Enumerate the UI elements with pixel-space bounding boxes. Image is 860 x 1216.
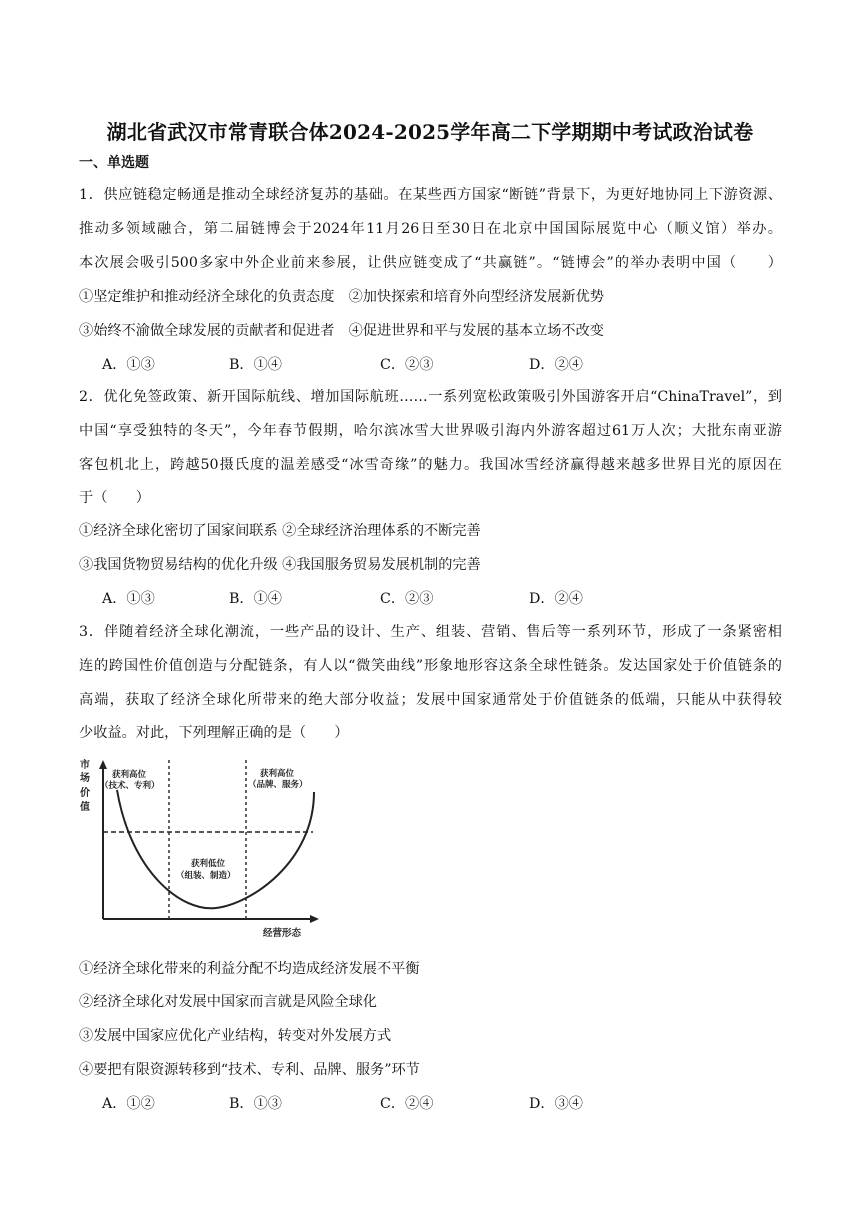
q2-stem-line: 于（ ）: [79, 490, 150, 506]
low-sublabel: （组装、制造）: [176, 871, 236, 881]
q1-option-b[interactable]: B．①④: [229, 357, 282, 373]
left-high-sublabel: （技术、专利）: [100, 781, 160, 791]
q1-statement: ③始终不渝做全球发展的贡献者和促进者 ④促进世界和平与发展的基本立场不改变: [79, 323, 604, 339]
q3-option-b[interactable]: B．①③: [229, 1096, 282, 1112]
q2-statement: ①经济全球化密切了国家间联系 ②全球经济治理体系的不断完善: [79, 523, 481, 539]
smile-curve-diagram: [76, 752, 326, 942]
q2-option-c[interactable]: C．②③: [380, 591, 434, 607]
q3-option-d[interactable]: D．③④: [529, 1096, 583, 1112]
y-axis-label-char: 场: [80, 773, 90, 784]
smile-curve-figure: [76, 752, 326, 942]
q3-statement: ①经济全球化带来的利益分配不均造成经济发展不平衡: [79, 961, 420, 977]
q2-stem-line: 中国“享受独特的冬天”，今年春节假期，哈尔滨冰雪大世界吸引海内外游客超过61万人次；大批东南亚游: [79, 423, 783, 439]
q1-option-c[interactable]: C．②③: [380, 357, 434, 373]
q2-stem-line: 客包机北上，跨越50摄氏度的温差感受“冰雪奇缘”的魅力。我国冰雪经济赢得越来越多世界目光的原因在: [79, 457, 782, 473]
q3-stem-line: 高端，获取了经济全球化所带来的绝大部分收益；发展中国家通常处于价值链条的低端，只能从中获得较: [79, 692, 782, 708]
smile-curve: [117, 790, 314, 908]
q3-statement: ④要把有限资源转移到“技术、专利、品牌、服务”环节: [79, 1062, 420, 1078]
q2-option-d[interactable]: D．②④: [529, 591, 583, 607]
q3-stem-line: 3．伴随着经济全球化潮流，一些产品的设计、生产、组装、营销、售后等一系列环节，形成了一条紧密相: [79, 624, 782, 640]
q2-stem-line: 2．优化免签政策、新开国际航线、增加国际航班……一系列宽松政策吸引外国游客开启“ChinaTravel”，到: [79, 389, 782, 405]
q2-option-a[interactable]: A．①③: [102, 591, 155, 607]
q3-statement: ②经济全球化对发展中国家而言就是风险全球化: [79, 994, 377, 1010]
right-high-label: 获利高位: [260, 769, 295, 779]
q3-statement: ③发展中国家应优化产业结构，转变对外发展方式: [79, 1028, 392, 1044]
q1-option-d[interactable]: D．②④: [529, 357, 583, 373]
q2-option-b[interactable]: B．①④: [229, 591, 282, 607]
right-high-sublabel: （品牌、服务）: [248, 780, 308, 790]
q1-statement: ①坚定维护和推动经济全球化的负责态度 ②加快探索和培育外向型经济发展新优势: [79, 289, 604, 305]
q1-option-a[interactable]: A．①③: [102, 357, 155, 373]
q3-option-a[interactable]: A．①②: [102, 1096, 155, 1112]
left-high-label: 获利高位: [112, 770, 147, 780]
q1-stem-line: 本次展会吸引500多家中外企业前来参展，让供应链变成了“共赢链”。“链博会”的举办表明中国（ ）: [79, 255, 782, 271]
y-axis-label-char: 值: [80, 802, 90, 813]
q3-option-c[interactable]: C．②④: [380, 1096, 434, 1112]
q3-stem-line: 连的跨国性价值创造与分配链条，有人以“微笑曲线”形象地形容这条全球性链条。发达国家处于价值链条的: [79, 658, 782, 674]
y-axis-label-char: 价: [80, 788, 90, 799]
y-axis-arrow: [99, 760, 107, 769]
page-title: 湖北省武汉市常青联合体2024-2025学年高二下学期期中考试政治试卷: [106, 120, 754, 144]
q1-stem-line: 1．供应链稳定畅通是推动全球经济复苏的基础。在某些西方国家“断链”背景下，为更好地协同上下游资源、: [79, 187, 782, 203]
q1-stem-line: 推动多领域融合，第二届链博会于2024年11月26日至30日在北京中国国际展览中心（顺义馆）举办。: [79, 221, 782, 237]
x-axis-label: 经营形态: [263, 928, 302, 939]
x-axis-arrow: [310, 915, 319, 923]
q2-statement: ③我国货物贸易结构的优化升级 ④我国服务贸易发展机制的完善: [79, 557, 481, 573]
y-axis-label-char: 市: [80, 760, 90, 771]
section-heading: 一、单选题: [79, 155, 149, 171]
q3-stem-line: 少收益。对此，下列理解正确的是（ ）: [79, 725, 349, 741]
low-label: 获利低位: [191, 859, 226, 869]
